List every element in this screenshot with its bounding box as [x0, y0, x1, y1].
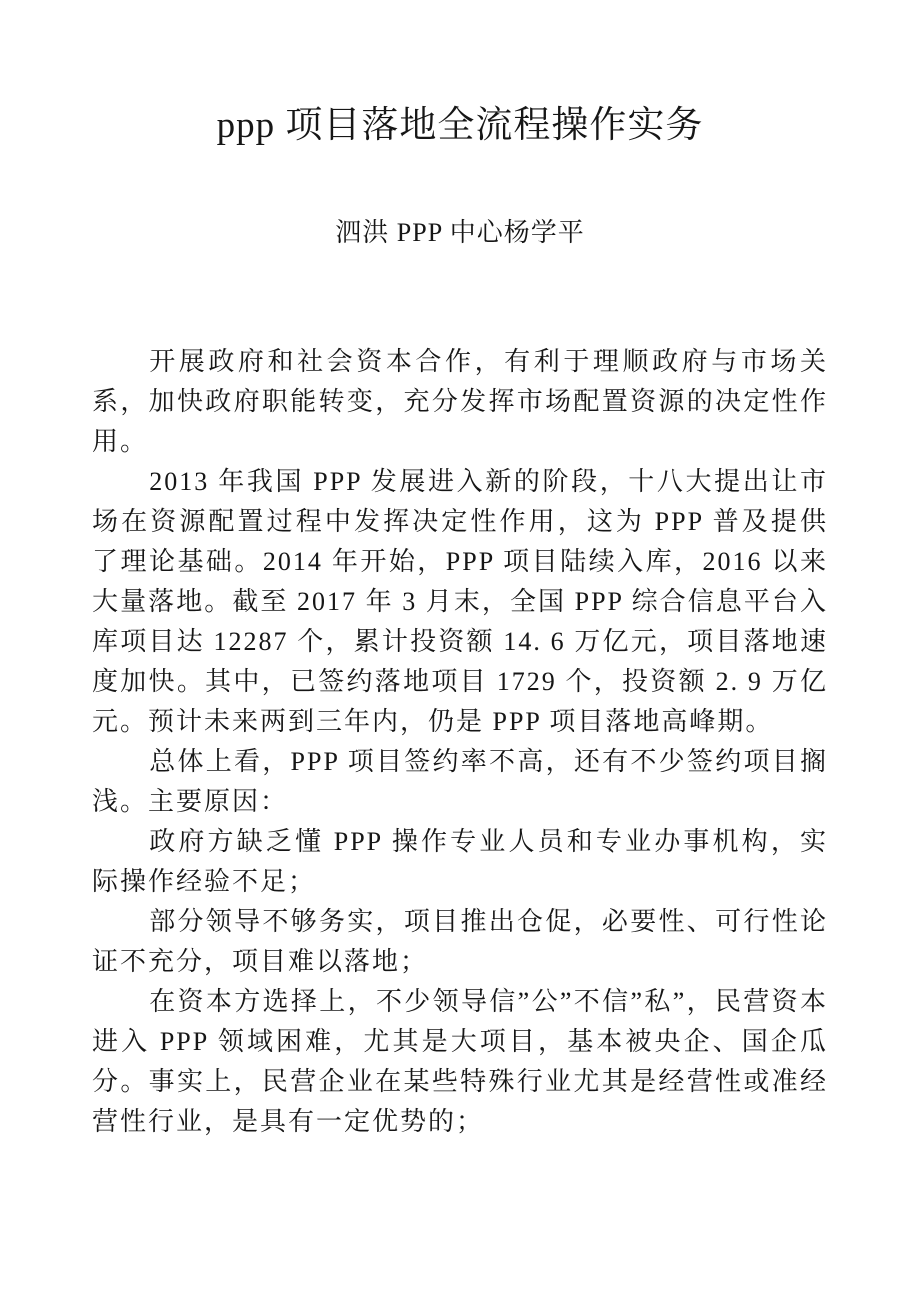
paragraph-reason-capital-choice: 在资本方选择上，不少领导信”公”不信”私”，民营资本进入 PPP 领域困难，尤其是大项目，基本被央企、国企瓜分。事实上，民营企业在某些特殊行业尤其是经营性或准经营性行业，是具有一定优势的；	[92, 987, 828, 1136]
paragraph-reason-lack-expertise: 政府方缺乏懂 PPP 操作专业人员和专业办事机构，实际操作经验不足；	[92, 827, 828, 896]
document-author-line: 泗洪 PPP 中心杨学平	[335, 218, 585, 247]
paragraph-reason-hasty-launch: 部分领导不够务实，项目推出仓促，必要性、可行性论证不充分，项目难以落地；	[92, 907, 828, 976]
paragraph-signing-rate: 总体上看，PPP 项目签约率不高，还有不少签约项目搁浅。主要原因：	[92, 747, 828, 816]
document-title: ppp 项目落地全流程操作实务	[216, 105, 704, 146]
document-body	[92, 342, 828, 1142]
paragraph-ppp-development: 2013 年我国 PPP 发展进入新的阶段，十八大提出让市场在资源配置过程中发挥决定性作用，这为 PPP 普及提供了理论基础。2014 年开始，PPP 项目陆续入库，2016 以来大量落地。截至 2017 年 3 月末，全国 PPP 综合信息平台入库项目达 12287 个，累计投资额 14. 6 万亿元，项目落地速度加快。其中，已签约落地项目 1729 个，投资额 2. 9 万亿元。预计未来两到三年内，仍是 PPP 项目落地高峰期。	[92, 467, 828, 736]
paragraph-intro: 开展政府和社会资本合作，有利于理顺政府与市场关系，加快政府职能转变，充分发挥市场配置资源的决定性作用。	[92, 347, 828, 456]
